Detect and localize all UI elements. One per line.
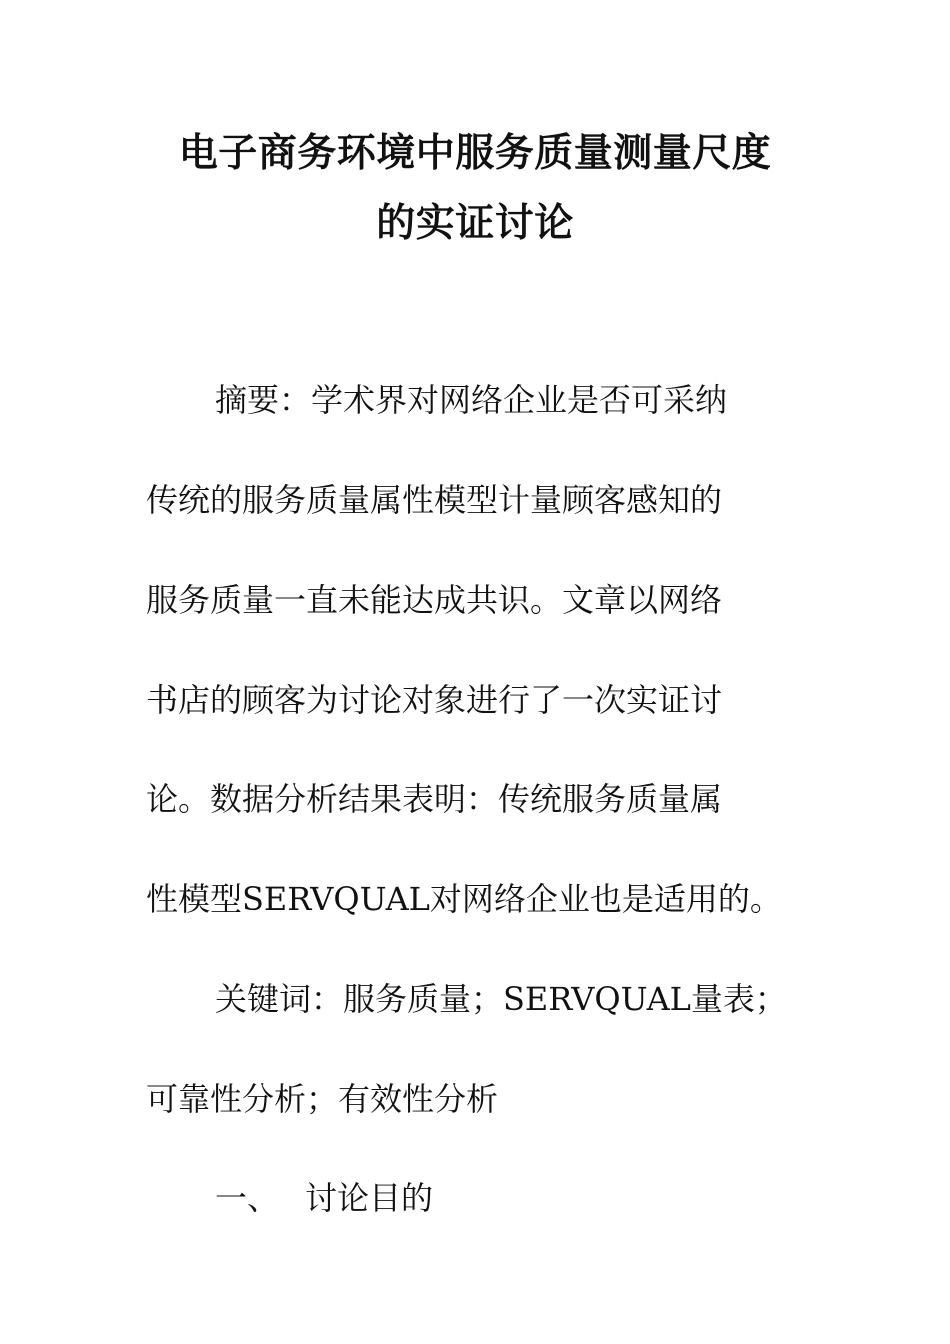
section-number: 一、 [215, 1179, 280, 1217]
abstract-line: 论。数据分析结果表明：传统服务质量属 [146, 780, 723, 818]
paper-title-line-1: 电子商务环境中服务质量测量尺度 [178, 131, 772, 176]
abstract-line: 传统的服务质量属性模型计量顾客感知的 [146, 481, 723, 519]
keywords-line: 关键词：服务质量；SERVQUAL量表； [215, 980, 787, 1018]
section-title: 讨论目的 [305, 1179, 434, 1217]
abstract-line: 摘要：学术界对网络企业是否可采纳 [215, 381, 728, 419]
abstract-line: 服务质量一直未能达成共识。文章以网络 [146, 581, 723, 619]
abstract-line: 性模型SERVQUAL对网络企业也是适用的。 [146, 880, 782, 918]
keywords-line: 可靠性分析；有效性分析 [146, 1080, 499, 1118]
abstract-line: 书店的顾客为讨论对象进行了一次实证讨 [146, 681, 723, 719]
section-heading [215, 1176, 855, 1220]
paper-title-line-2: 的实证讨论 [376, 201, 574, 246]
